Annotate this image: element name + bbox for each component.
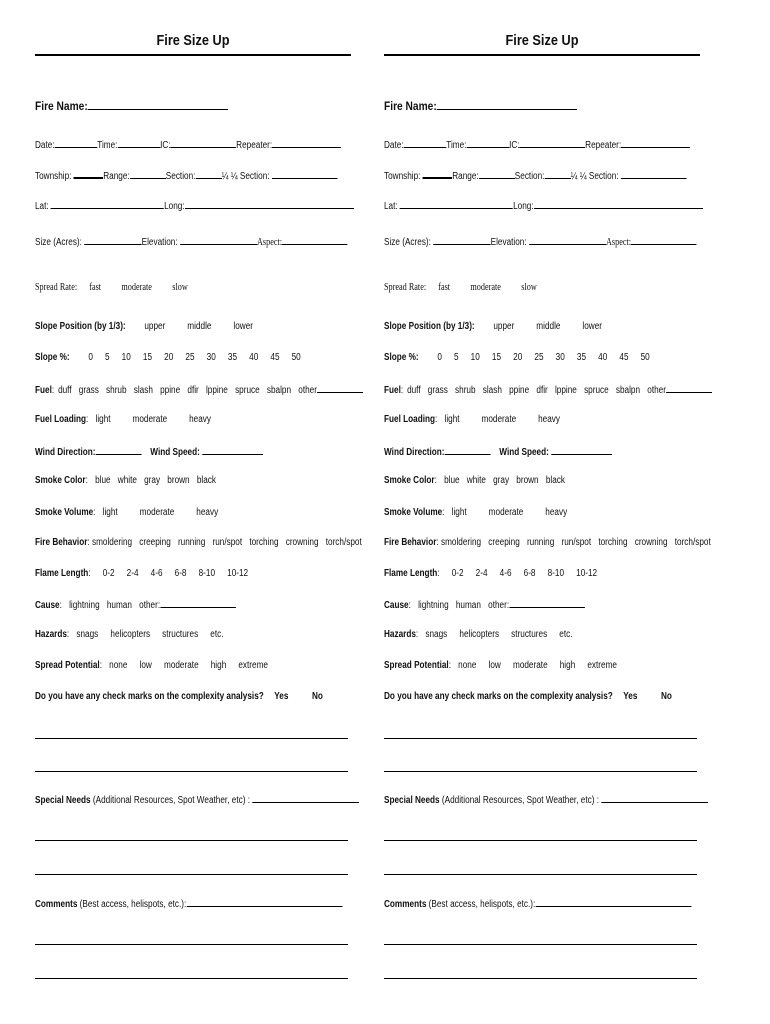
cause-other-label: other:: [488, 600, 510, 611]
fire-behavior-option[interactable]: crowning: [285, 537, 319, 548]
smoke-volume-label: Smoke Volume: [384, 507, 443, 518]
smoke-color-option[interactable]: blue: [444, 475, 460, 486]
fire-name-row: [384, 99, 665, 113]
special-needs-row: [384, 793, 655, 806]
elevation-label: Elevation:: [141, 237, 178, 248]
elevation-label: Elevation:: [490, 237, 527, 248]
size-row: [384, 235, 655, 248]
size-row: [35, 235, 306, 248]
special-needs-row: [35, 793, 306, 806]
slope-pct-option[interactable]: 20: [164, 352, 174, 363]
fuel-option[interactable]: duff: [407, 385, 421, 396]
size-up-form-right: [384, 0, 711, 1024]
special-needs-line[interactable]: [35, 840, 348, 841]
quarter-section-label: ¼ ¼ Section:: [221, 171, 270, 182]
ic-field[interactable]: [520, 138, 586, 148]
fuel-loading-label: Fuel Loading: [384, 414, 436, 425]
special-needs-label: Special Needs: [35, 795, 91, 806]
fuel-option[interactable]: other: [298, 385, 317, 396]
wind-direction-field[interactable]: [96, 445, 142, 455]
form-title: Fire Size Up: [505, 32, 579, 49]
spread-potential-label: Spread Potential: [384, 660, 449, 671]
hazards-option[interactable]: etc.: [210, 629, 224, 640]
hazards-option[interactable]: snags: [76, 629, 99, 640]
slope-position-option[interactable]: upper: [493, 321, 515, 332]
slope-pct-option[interactable]: 5: [453, 352, 459, 363]
date-row: [35, 138, 306, 151]
slope-pct-option[interactable]: 25: [185, 352, 195, 363]
fire-behavior-option[interactable]: run/spot: [561, 537, 592, 548]
cause-row: Cause: lightning human other:: [35, 598, 306, 611]
township-field[interactable]: [74, 168, 104, 179]
fire-behavior-option[interactable]: creeping: [488, 537, 520, 548]
wind-direction-field[interactable]: [445, 445, 491, 455]
special-needs-line[interactable]: [384, 874, 697, 875]
fuel-option[interactable]: dfir: [536, 385, 548, 396]
complexity-question: Do you have any check marks on the complexity analysis?: [384, 691, 613, 702]
date-field[interactable]: [55, 138, 98, 148]
fuel-other-field[interactable]: [317, 383, 363, 393]
section-field[interactable]: [195, 169, 221, 179]
fire-behavior-option[interactable]: smoldering: [91, 537, 133, 548]
slope-pct-option[interactable]: 15: [491, 352, 502, 363]
complexity-row: [384, 691, 672, 702]
slope-pct-option[interactable]: 15: [142, 352, 153, 363]
repeater-field[interactable]: [621, 138, 690, 148]
smoke-color-option[interactable]: brown: [516, 475, 539, 486]
fire-name-row: [35, 99, 316, 113]
flame-length-label: Flame Length: [384, 568, 438, 579]
smoke-color-option[interactable]: gray: [493, 475, 510, 486]
smoke-volume-option[interactable]: moderate: [139, 507, 175, 518]
form-title: Fire Size Up: [156, 32, 230, 49]
comments-line[interactable]: [384, 944, 697, 945]
comments-row: [384, 897, 655, 910]
complexity-no-option[interactable]: No: [312, 691, 323, 702]
fire-behavior-option[interactable]: torching: [249, 537, 279, 548]
smoke-volume-option[interactable]: moderate: [488, 507, 524, 518]
fuel-option[interactable]: ppine: [160, 385, 181, 396]
smoke-volume-option[interactable]: heavy: [196, 507, 219, 518]
flame-length-option[interactable]: 4-6: [499, 568, 512, 579]
wind-row: [35, 445, 306, 458]
township-row: [35, 168, 306, 182]
spread-potential-option[interactable]: low: [139, 660, 152, 671]
section-field[interactable]: [544, 169, 570, 179]
time-label: Time:: [446, 140, 467, 151]
fuel-option[interactable]: slash: [133, 385, 153, 396]
section-label: Section:: [514, 171, 545, 182]
fuel-option[interactable]: dfir: [187, 385, 199, 396]
repeater-field[interactable]: [272, 138, 341, 148]
spread-rate-label: Spread Rate:: [384, 282, 427, 293]
hazards-option[interactable]: structures: [162, 629, 199, 640]
smoke-color-label: Smoke Color: [35, 475, 86, 486]
fuel-option[interactable]: slash: [482, 385, 502, 396]
cause-row: Cause: lightning human other:: [384, 598, 655, 611]
lat-long-row: [384, 199, 655, 212]
fuel-option[interactable]: grass: [427, 385, 448, 396]
spread-rate-option[interactable]: fast: [438, 282, 451, 293]
elevation-field[interactable]: [180, 235, 257, 245]
fuel-option[interactable]: shrub: [455, 385, 476, 396]
flame-length-option[interactable]: 0-2: [102, 568, 115, 579]
lat-label: Lat:: [384, 201, 398, 212]
wind-direction-label: Wind Direction:: [384, 447, 445, 458]
smoke-color-option[interactable]: black: [545, 475, 565, 486]
cause-option[interactable]: lightning: [418, 600, 449, 611]
fuel-loading-row: Fuel Loading: light moderate heavy: [384, 414, 561, 425]
slope-pct-option[interactable]: 35: [576, 352, 587, 363]
complexity-no-option[interactable]: No: [661, 691, 672, 702]
fuel-loading-option[interactable]: light: [444, 414, 460, 425]
range-label: Range:: [103, 171, 130, 182]
long-label: Long:: [513, 201, 534, 212]
section-label: Section:: [165, 171, 196, 182]
spread-rate-option[interactable]: moderate: [470, 282, 501, 293]
flame-length-option[interactable]: 0-2: [451, 568, 464, 579]
wind-speed-field[interactable]: [551, 445, 612, 455]
slope-position-option[interactable]: lower: [582, 321, 603, 332]
slope-pct-option[interactable]: 40: [249, 352, 259, 363]
fire-behavior-row: Fire Behavior: smoldering creeping running run/spot torching crowning torch/spot: [35, 537, 362, 548]
spread-rate-row: [384, 282, 655, 293]
spread-potential-row: Spread Potential: none low moderate high extreme: [35, 660, 268, 671]
slope-pct-option[interactable]: 10: [121, 352, 131, 363]
time-field[interactable]: [466, 138, 509, 148]
complexity-row: [35, 691, 323, 702]
fuel-option[interactable]: other: [647, 385, 666, 396]
title-underline: [384, 54, 700, 56]
size-field[interactable]: [84, 235, 141, 245]
hazards-row: Hazards: snags helicopters structures etc.: [384, 629, 573, 640]
fire-name-field[interactable]: [88, 100, 228, 110]
date-label: Date:: [384, 140, 404, 151]
slope-pct-option[interactable]: 35: [227, 352, 238, 363]
comments-field[interactable]: [535, 897, 691, 907]
special-needs-label: Special Needs: [384, 795, 440, 806]
fuel-loading-option[interactable]: heavy: [189, 414, 212, 425]
spread-potential-option[interactable]: none: [458, 660, 477, 671]
smoke-volume-label: Smoke Volume: [35, 507, 94, 518]
comments-line[interactable]: [35, 944, 348, 945]
fuel-option[interactable]: spruce: [235, 385, 260, 396]
hazards-option[interactable]: etc.: [559, 629, 573, 640]
special-needs-field[interactable]: [601, 793, 708, 803]
fuel-label: Fuel: [384, 385, 401, 396]
slope-pct-option[interactable]: 40: [598, 352, 608, 363]
slope-pct-option[interactable]: 30: [206, 352, 216, 363]
date-row: [384, 138, 655, 151]
cause-other-field[interactable]: [509, 598, 584, 608]
slope-pct-option[interactable]: 20: [513, 352, 523, 363]
fuel-option[interactable]: shrub: [106, 385, 127, 396]
quarter-section-field[interactable]: [621, 169, 687, 179]
complexity-notes-line[interactable]: [384, 738, 697, 739]
smoke-color-row: Smoke Color: blue white gray brown black: [35, 475, 216, 486]
cause-label: Cause: [35, 600, 60, 611]
lat-label: Lat:: [35, 201, 49, 212]
fuel-option[interactable]: duff: [58, 385, 72, 396]
ic-label: IC:: [160, 140, 171, 151]
spread-potential-option[interactable]: moderate: [163, 660, 199, 671]
smoke-volume-option[interactable]: light: [451, 507, 467, 518]
fuel-option[interactable]: lppine: [205, 385, 228, 396]
fuel-loading-option[interactable]: light: [95, 414, 111, 425]
hazards-option[interactable]: helicopters: [110, 629, 151, 640]
spread-potential-option[interactable]: extreme: [238, 660, 268, 671]
fuel-option[interactable]: grass: [78, 385, 99, 396]
date-field[interactable]: [404, 138, 447, 148]
slope-position-label: Slope Position (by 1/3):: [384, 321, 475, 332]
slope-pct-row: [384, 352, 655, 363]
slope-position-option[interactable]: lower: [233, 321, 254, 332]
spread-potential-option[interactable]: high: [559, 660, 576, 671]
hazards-label: Hazards: [35, 629, 67, 640]
spread-potential-option[interactable]: low: [488, 660, 501, 671]
aspect-field[interactable]: [631, 235, 697, 245]
smoke-volume-option[interactable]: heavy: [545, 507, 568, 518]
long-label: Long:: [164, 201, 185, 212]
comments-line[interactable]: [35, 978, 348, 979]
flame-length-option[interactable]: 8-10: [547, 568, 565, 579]
slope-pct-option[interactable]: 50: [640, 352, 650, 363]
fuel-option[interactable]: sbalpn: [615, 385, 641, 396]
spread-potential-option[interactable]: extreme: [587, 660, 617, 671]
smoke-color-option[interactable]: white: [117, 475, 137, 486]
township-field[interactable]: [423, 168, 453, 179]
comments-label: Comments: [35, 899, 78, 910]
smoke-volume-row: Smoke Volume: light moderate heavy: [384, 507, 568, 518]
flame-length-row: Flame Length: 0-2 2-4 4-6 6-8 8-10 10-12: [35, 568, 249, 579]
flame-length-option[interactable]: 6-8: [174, 568, 187, 579]
lat-field[interactable]: [400, 199, 513, 209]
fire-behavior-option[interactable]: running: [177, 537, 206, 548]
fuel-loading-label: Fuel Loading: [35, 414, 87, 425]
smoke-color-option[interactable]: gray: [144, 475, 161, 486]
flame-length-option[interactable]: 4-6: [150, 568, 163, 579]
smoke-color-label: Smoke Color: [384, 475, 435, 486]
quarter-section-label: ¼ ¼ Section:: [570, 171, 619, 182]
slope-pct-option[interactable]: 45: [619, 352, 629, 363]
time-label: Time:: [97, 140, 118, 151]
wind-direction-label: Wind Direction:: [35, 447, 96, 458]
slope-pct-option[interactable]: 10: [470, 352, 480, 363]
fuel-loading-option[interactable]: moderate: [481, 414, 517, 425]
cause-other-label: other:: [139, 600, 161, 611]
smoke-color-row: Smoke Color: blue white gray brown black: [384, 475, 565, 486]
hazards-label: Hazards: [384, 629, 416, 640]
flame-length-label: Flame Length: [35, 568, 89, 579]
hazards-option[interactable]: structures: [511, 629, 548, 640]
date-label: Date:: [35, 140, 55, 151]
fire-behavior-option[interactable]: running: [526, 537, 555, 548]
cause-other-field[interactable]: [160, 598, 235, 608]
slope-pct-option[interactable]: 45: [270, 352, 280, 363]
spread-rate-option[interactable]: fast: [89, 282, 102, 293]
fire-behavior-option[interactable]: torch/spot: [325, 537, 362, 548]
hazards-option[interactable]: snags: [425, 629, 448, 640]
special-needs-note: (Additional Resources, Spot Weather, etc) :: [92, 795, 250, 806]
slope-pct-option[interactable]: 50: [291, 352, 301, 363]
comments-row: [35, 897, 306, 910]
fire-behavior-row: Fire Behavior: smoldering creeping running run/spot torching crowning torch/spot: [384, 537, 711, 548]
range-label: Range:: [452, 171, 479, 182]
comments-note: (Best access, helispots, etc.):: [428, 899, 536, 910]
cause-option[interactable]: human: [455, 600, 481, 611]
comments-field[interactable]: [186, 897, 342, 907]
spread-rate-label: Spread Rate:: [35, 282, 78, 293]
lat-long-row: [35, 199, 306, 212]
slope-pct-row: [35, 352, 306, 363]
smoke-color-option[interactable]: white: [466, 475, 486, 486]
hazards-option[interactable]: helicopters: [459, 629, 500, 640]
slope-pct-label: Slope %:: [35, 352, 70, 363]
smoke-volume-row: Smoke Volume: light moderate heavy: [35, 507, 219, 518]
slope-pct-label: Slope %:: [384, 352, 419, 363]
fire-name-field[interactable]: [437, 100, 577, 110]
fuel-option[interactable]: sbalpn: [266, 385, 292, 396]
fuel-loading-option[interactable]: moderate: [132, 414, 168, 425]
aspect-field[interactable]: [282, 235, 348, 245]
spread-rate-option[interactable]: slow: [521, 282, 537, 293]
complexity-notes-line[interactable]: [35, 771, 348, 772]
slope-position-label: Slope Position (by 1/3):: [35, 321, 126, 332]
slope-position-row: [35, 321, 306, 332]
special-needs-line[interactable]: [35, 874, 348, 875]
spread-potential-row: Spread Potential: none low moderate high extreme: [384, 660, 617, 671]
fuel-loading-option[interactable]: heavy: [538, 414, 561, 425]
smoke-color-option[interactable]: brown: [167, 475, 190, 486]
spread-potential-option[interactable]: none: [109, 660, 128, 671]
special-needs-field[interactable]: [252, 793, 359, 803]
flame-length-option[interactable]: 2-4: [126, 568, 139, 579]
slope-pct-option[interactable]: 25: [534, 352, 544, 363]
fire-behavior-option[interactable]: smoldering: [440, 537, 482, 548]
fire-behavior-option[interactable]: torching: [598, 537, 628, 548]
title-underline: [35, 54, 351, 56]
size-up-form-left: [35, 0, 362, 1024]
quarter-section-field[interactable]: [272, 169, 338, 179]
fuel-label: Fuel: [35, 385, 52, 396]
slope-pct-option[interactable]: 0: [437, 352, 442, 363]
complexity-yes-option[interactable]: Yes: [274, 691, 289, 702]
complexity-yes-option[interactable]: Yes: [623, 691, 638, 702]
wind-speed-label: Wind Speed:: [499, 447, 549, 458]
township-row: [384, 168, 655, 182]
special-needs-line[interactable]: [384, 840, 697, 841]
cause-option[interactable]: human: [106, 600, 132, 611]
ic-field[interactable]: [171, 138, 237, 148]
fire-name-label: Fire Name:: [35, 99, 88, 113]
flame-length-option[interactable]: 6-8: [523, 568, 536, 579]
spread-potential-option[interactable]: high: [210, 660, 227, 671]
elevation-field[interactable]: [529, 235, 606, 245]
slope-position-option[interactable]: middle: [536, 321, 561, 332]
ic-label: IC:: [509, 140, 520, 151]
slope-pct-option[interactable]: 5: [104, 352, 110, 363]
slope-position-option[interactable]: middle: [187, 321, 212, 332]
flame-length-option[interactable]: 8-10: [198, 568, 216, 579]
township-label: Township:: [35, 171, 72, 182]
complexity-question: Do you have any check marks on the complexity analysis?: [35, 691, 264, 702]
fire-behavior-label: Fire Behavior: [35, 537, 88, 548]
flame-length-option[interactable]: 2-4: [475, 568, 488, 579]
flame-length-row: Flame Length: 0-2 2-4 4-6 6-8 8-10 10-12: [384, 568, 598, 579]
long-field[interactable]: [534, 199, 703, 209]
fire-behavior-option[interactable]: creeping: [139, 537, 171, 548]
spread-rate-row: [35, 282, 306, 293]
long-field[interactable]: [185, 199, 354, 209]
wind-speed-label: Wind Speed:: [150, 447, 200, 458]
size-field[interactable]: [433, 235, 490, 245]
special-needs-note: (Additional Resources, Spot Weather, etc) :: [441, 795, 599, 806]
fuel-option[interactable]: lppine: [554, 385, 577, 396]
slope-position-option[interactable]: upper: [144, 321, 166, 332]
comments-line[interactable]: [384, 978, 697, 979]
time-field[interactable]: [117, 138, 160, 148]
spread-potential-option[interactable]: moderate: [512, 660, 548, 671]
slope-pct-option[interactable]: 0: [88, 352, 93, 363]
fire-name-label: Fire Name:: [384, 99, 437, 113]
spread-rate-option[interactable]: slow: [172, 282, 188, 293]
fire-behavior-option[interactable]: torch/spot: [674, 537, 711, 548]
range-field[interactable]: [479, 169, 515, 179]
lat-field[interactable]: [51, 199, 164, 209]
complexity-notes-line[interactable]: [384, 771, 697, 772]
fuel-loading-row: Fuel Loading: light moderate heavy: [35, 414, 212, 425]
size-label: Size (Acres):: [384, 237, 431, 248]
aspect-label: Aspect:: [605, 237, 632, 248]
fire-behavior-option[interactable]: crowning: [634, 537, 668, 548]
complexity-notes-line[interactable]: [35, 738, 348, 739]
fuel-option[interactable]: spruce: [584, 385, 609, 396]
wind-row: [384, 445, 655, 458]
flame-length-option[interactable]: 10-12: [227, 568, 249, 579]
hazards-row: Hazards: snags helicopters structures etc.: [35, 629, 224, 640]
flame-length-option[interactable]: 10-12: [576, 568, 598, 579]
smoke-color-option[interactable]: blue: [95, 475, 111, 486]
repeater-label: Repeater:: [236, 140, 273, 151]
fire-behavior-label: Fire Behavior: [384, 537, 437, 548]
wind-speed-field[interactable]: [202, 445, 263, 455]
fuel-row: Fuel: duff grass shrub slash ppine dfir lppine spruce sbalpn other: [384, 383, 655, 396]
fire-behavior-option[interactable]: run/spot: [212, 537, 243, 548]
cause-label: Cause: [384, 600, 409, 611]
spread-rate-option[interactable]: moderate: [121, 282, 152, 293]
fuel-option[interactable]: ppine: [509, 385, 530, 396]
comments-note: (Best access, helispots, etc.):: [79, 899, 187, 910]
cause-option[interactable]: lightning: [69, 600, 100, 611]
range-field[interactable]: [130, 169, 166, 179]
township-label: Township:: [384, 171, 421, 182]
aspect-label: Aspect:: [256, 237, 283, 248]
size-label: Size (Acres):: [35, 237, 82, 248]
smoke-color-option[interactable]: black: [196, 475, 216, 486]
comments-label: Comments: [384, 899, 427, 910]
spread-potential-label: Spread Potential: [35, 660, 100, 671]
fuel-row: Fuel: duff grass shrub slash ppine dfir lppine spruce sbalpn other: [35, 383, 306, 396]
fuel-other-field[interactable]: [666, 383, 712, 393]
smoke-volume-option[interactable]: light: [102, 507, 118, 518]
slope-position-row: [384, 321, 655, 332]
repeater-label: Repeater:: [585, 140, 622, 151]
slope-pct-option[interactable]: 30: [555, 352, 565, 363]
